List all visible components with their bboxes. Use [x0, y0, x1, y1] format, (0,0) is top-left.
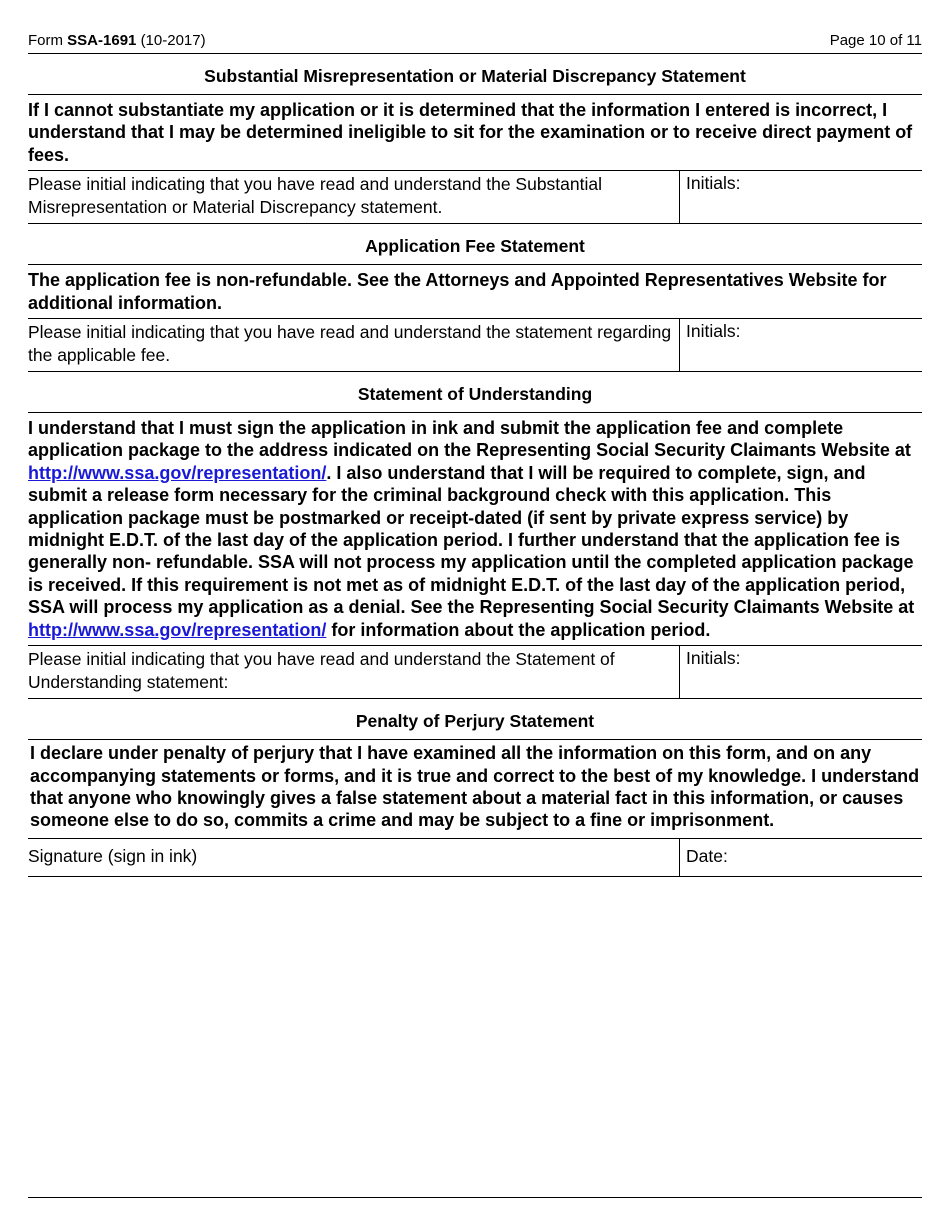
- perjury-statement: I declare under penalty of perjury that I have examined all the information on this form, and on any accompanying statements or forms, and it is true and correct to the best of my knowledge. I understand that anyone who knowingly gives a false statement about a material fact in this information, or causes someone else to do so, commits a crime and may be subject to a fine or imprisonment.: [28, 740, 922, 839]
- misrep-initial-prompt: Please initial indicating that you have read and understand the Substantial Misrepresentation or Material Discrepancy statement.: [28, 171, 680, 223]
- form-id: [28, 32, 206, 49]
- fee-statement: The application fee is non-refundable. See the Attorneys and Appointed Representatives Website for additional information.: [28, 265, 922, 319]
- signature-field[interactable]: Signature (sign in ink): [28, 839, 680, 876]
- misrep-statement: If I cannot substantiate my application or it is determined that the information I entered is incorrect, I understand that I may be determined ineligible to sit for the examination or to receive direct payment of fees.: [28, 95, 922, 171]
- understanding-text-3: for information about the application period.: [326, 619, 711, 640]
- representation-link-2[interactable]: http://www.ssa.gov/representation/: [28, 619, 327, 640]
- fee-initial-prompt: Please initial indicating that you have read and understand the statement regarding the applicable fee.: [28, 319, 680, 371]
- understanding-initials-field[interactable]: Initials:: [686, 648, 741, 669]
- fee-initial-row: [28, 319, 922, 372]
- perjury-title: Penalty of Perjury Statement: [28, 699, 922, 740]
- form-number: SSA-1691: [67, 32, 137, 49]
- misrep-initials-field[interactable]: Initials:: [686, 173, 741, 194]
- form-page: [28, 0, 922, 877]
- form-edition: (10-2017): [140, 32, 206, 49]
- understanding-title: Statement of Understanding: [28, 372, 922, 413]
- understanding-initial-row: [28, 646, 922, 699]
- understanding-text-1: I understand that I must sign the application in ink and submit the application fee and complete application package to the address indicated on the Representing Social Security Claimants Website at: [28, 418, 911, 461]
- understanding-text-2: . I also understand that I will be required to complete, sign, and submit a release form necessary for the criminal background check with this application. This application package must be postmarked or receipt-dated (if sent by private express service) by midnight E.D.T. of the last day of the application period. I further understand that the application fee is generally non- refundable. SSA will not process my application until the completed application package is received. If this requirement is not met as of midnight E.D.T. of the last day of the application period, SSA will process my application as a denial. See the Representing Social Security Claimants Website at: [28, 462, 915, 618]
- page-number: Page 10 of 11: [829, 32, 922, 49]
- signature-row: [28, 839, 922, 877]
- footer-divider: [28, 1197, 922, 1198]
- representation-link[interactable]: http://www.ssa.gov/representation/: [28, 462, 327, 483]
- misrep-initial-row: [28, 171, 922, 224]
- fee-initials-field[interactable]: Initials:: [686, 321, 741, 342]
- understanding-statement: [28, 413, 922, 646]
- page-header: [28, 0, 922, 54]
- misrep-title: Substantial Misrepresentation or Material Discrepancy Statement: [28, 54, 922, 95]
- understanding-initial-prompt: Please initial indicating that you have read and understand the Statement of Understanding statement:: [28, 646, 680, 698]
- fee-title: Application Fee Statement: [28, 224, 922, 265]
- form-prefix: Form: [28, 32, 63, 49]
- date-field[interactable]: Date:: [686, 845, 728, 866]
